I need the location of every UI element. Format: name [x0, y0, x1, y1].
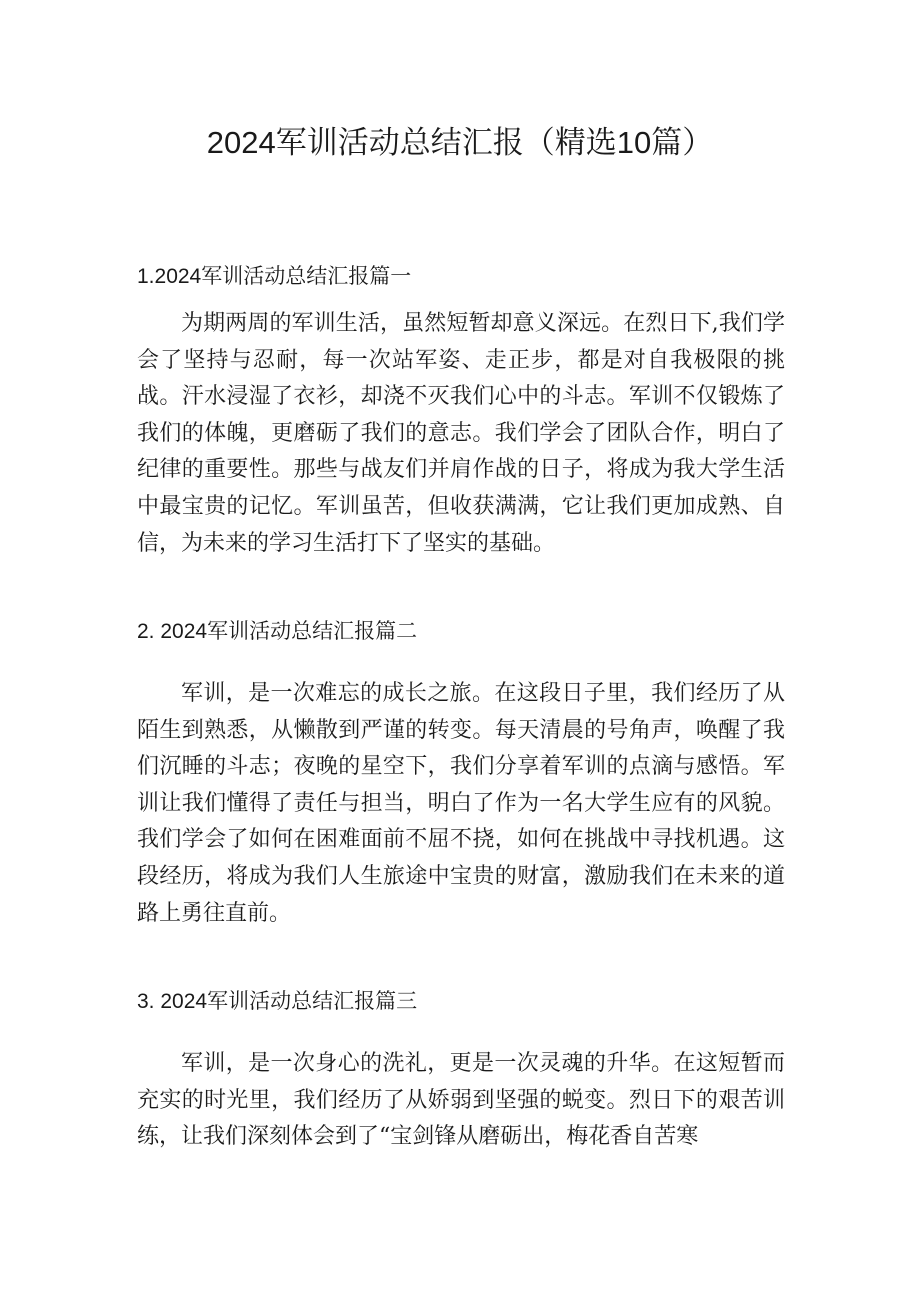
section-heading-2: 2. 2024军训活动总结汇报篇二 — [137, 620, 418, 643]
section-body-2: 军训，是一次难忘的成长之旅。在这段日子里，我们经历了从陌生到熟悉，从懒散到严谨的转变。每天清晨的号角声，唤醒了我们沉睡的斗志；夜晚的星空下，我们分享着军训的点滴与感悟。军训让我们懂得了责任与担当，明白了作为一名大学生应有的风貌。我们学会了如何在困难面前不屈不挠，如何在挑战中寻找机遇。这段经历，将成为我们人生旅途中宝贵的财富，激励我们在未来的道路上勇往直前。 — [137, 681, 785, 926]
section-heading-3: 3. 2024军训活动总结汇报篇三 — [137, 990, 418, 1013]
page-title: 2024军训活动总结汇报（精选10篇） — [206, 125, 714, 160]
section-body-1: 为期两周的军训生活，虽然短暂却意义深远。在烈日下,我们学会了坚持与忍耐，每一次站军姿、走正步，都是对自我极限的挑战。汗水浸湿了衣衫，却浇不灭我们心中的斗志。军训不仅锻炼了我们的体魄，更磨砺了我们的意志。我们学会了团队合作，明白了纪律的重要性。那些与战友们并肩作战的日子，将成为我大学生活中最宝贵的记忆。军训虽苦，但收获满满，它让我们更加成熟、自信，为未来的学习生活打下了坚实的基础。 — [137, 311, 785, 556]
section-body-3: 军训，是一次身心的洗礼，更是一次灵魂的升华。在这短暂而充实的时光里，我们经历了从娇弱到坚强的蜕变。烈日下的艰苦训练，让我们深刻体会到了“宝剑锋从磨砺出，梅花香自苦寒 — [137, 1051, 785, 1150]
section-heading-1: 1.2024军训活动总结汇报篇一 — [137, 265, 412, 288]
